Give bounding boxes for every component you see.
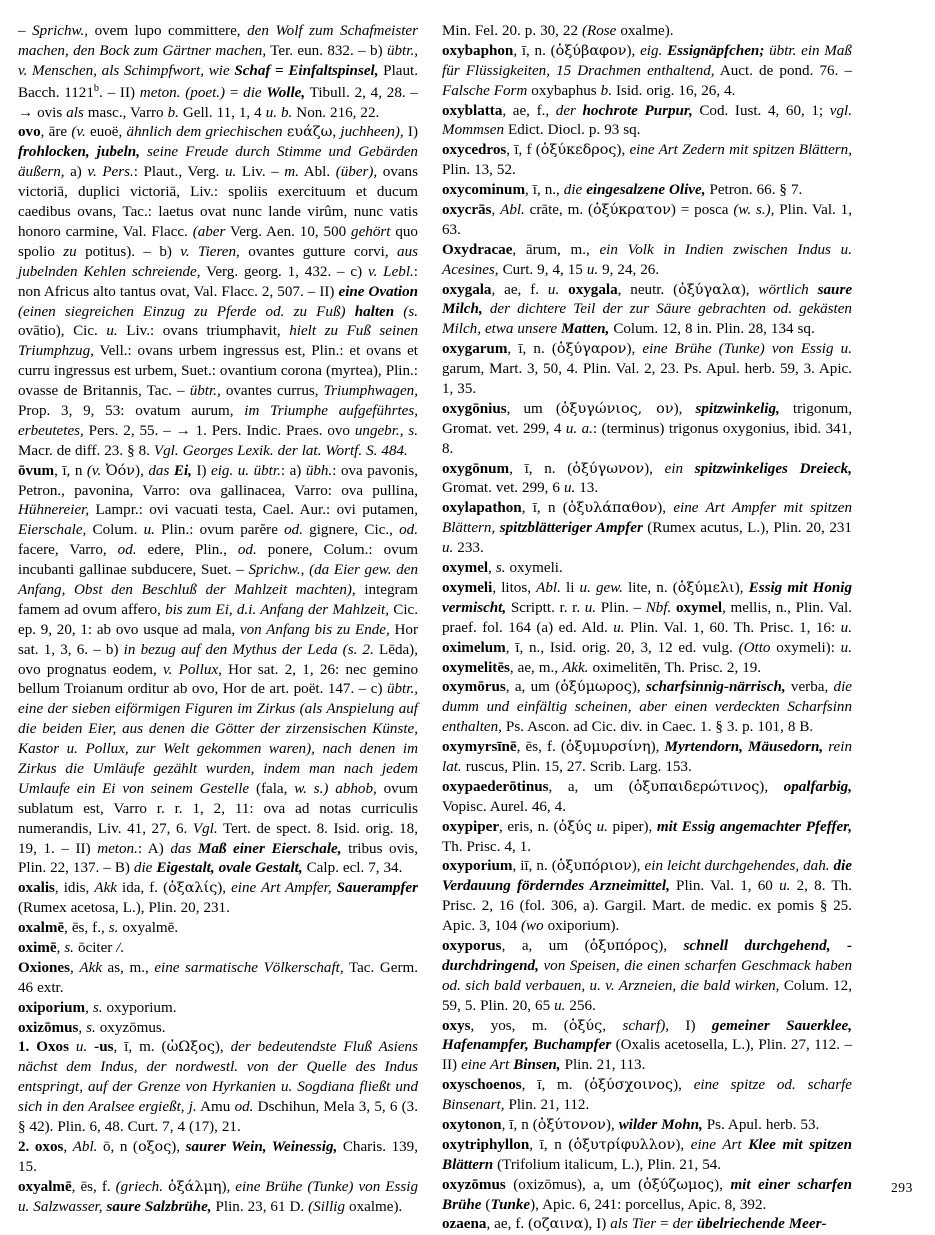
dictionary-entry: oxymel, s. oxymeli. (442, 560, 563, 577)
dictionary-entry: oxymōrus, a, um (ὁξύμωρος), scharfsinnig-närrisch, verba, die dumm und einfältig scheinen, aber einen verdeckten Scharfsinn enthalten, Ps. Ascon. ad Cic. div. in Caec. 1. § 3. p. 101, 8 B. (442, 679, 852, 736)
dictionary-entry: 2. oxos, Abl. ō, n (οξος), saurer Wein, Weinessig, Charis. 139, 15. (18, 1138, 418, 1175)
dictionary-entry: oxyporus, a, um (ὁξυπόρος), schnell durchgehend, -durchdringend, von Speisen, die einen scharfen Geschmack haben od. sich bald verbauen, u. v. Arzneien, die bald wirken, Colum. 12, 59, 5. Plin. 20, 65 u. 256. (442, 937, 852, 1014)
dictionary-entry: ovo, āre (v. euoë, ähnlich dem griechischen ευάζω, juchheen), I) frohlocken, jubeln, seine Freude durch Stimme und Gebärden äußern, a) v. Pers.: Plaut., Verg. u. Liv. – m. Abl. (über), ovans victoriā, duplici victoriā, Liv.: spoliis exercituum et ducum caedibus ovans, Tac.: laetus ovat nunc lande virûm, nunc vatis honoro carmine, Val. Flacc. (aber Verg. Aen. 10, 500 gehört quo spolio zu potitus). – b) v. Tieren, ovantes gutture corvi, aus jubelnden Kehlen schreiende, Verg. georg. 1, 432. – c) v. Lebl.: non Africus alto tantus ovat, Val. Flacc. 2, 507. – II) eine Ovation (einen siegreichen Einzug zu Pferde od. zu Fuß) halten (s. ovātio), Cic. u. Liv.: ovans triumphavit, hielt zu Fuß seinen Triumphzug, Vell.: ovans urbem ingressus est, Plin.: et ovans et curru ingressus est urbem, Suet.: ovantium corona (myrtea), Plin.: ovasse de Britannis, Tac. – übtr., ovantes currus, Triumphwagen, Prop. 3, 9, 53: ovatum aurum, im Triumphe aufgeführtes, erbeutetes, Pers. 2, 55. – → 1. Pers. Indic. Praes. ovo ungebr., s. Macr. de diff. 23. § 8. Vgl. Georges Lexik. der lat. Wortf. S. 484. (18, 124, 419, 459)
dictionary-entry: oxymyrsīnē, ēs, f. (ὁξυμυρσίνη), Myrtendorn, Mäusedorn, rein lat. ruscus, Plin. 15, 27. Scrib. Larg. 153. (442, 739, 852, 775)
dictionary-entry: oxycedros, ī, f (ὁξύκεδρος), eine Art Zedern mit spitzen Blättern, Plin. 13, 52. (442, 142, 852, 179)
dictionary-entry: oxymeli, litos, Abl. li u. gew. lite, n. (ὁξύμελι), Essig mit Honig vermischt, Scriptt. r. r. u. Plin. – Nbf. oxymel, mellis, n., Plin. Val. praef. fol. 164 (a) ed. Ald. u. Plin. Val. 1, 60. Th. Prisc. 1, 16: u. oximelum, ī, n., Isid. orig. 20, 3, 12 ed. vulg. (Otto oxymeli): u. oxymelitēs, ae, m., Akk. oximelitēn, Th. Prisc. 2, 19. (442, 579, 852, 676)
dictionary-entry: oxypiper, eris, n. (ὁξύς u. piper), mit Essig angemachter Pfeffer, Th. Prisc. 4, 1. (442, 818, 852, 855)
dictionary-entry: ozaena, ae, f. (οζαινα), I) als Tier = der übelriechende Meer- (442, 1216, 827, 1233)
dictionary-entry: oxypaederōtinus, a, um (ὁξυπαιδερώτινος), opalfarbig, Vopisc. Aurel. 46, 4. (442, 778, 852, 815)
dictionary-entry: 1. Oxos u. -us, ī, m. (ὡΩξος), der bedeutendste Fluß Asiens nächst dem Indus, der nordwestl. von der Quelle des Indus entspringt, auf der Grenze von Hyrkanien u. Sogdiana fließt und sich in den Aralsee ergießt, j. Amu od. Dschihun, Mela 3, 5, 6 (3. § 42). Plin. 6, 48. Curt. 7, 4 (17), 21. (18, 1039, 418, 1136)
entry-continuation: Min. Fel. 20. p. 30, 22 (Rose oxalme). (442, 23, 674, 39)
dictionary-entry: Oxydracae, ārum, m., ein Volk in Indien zwischen Indus u. Acesines, Curt. 9, 4, 15 u. 9, 24, 26. (442, 241, 852, 278)
dictionary-entry: oxyporium, iī, n. (ὁξυπόριον), ein leicht durchgehendes, dah. die Verdauung förderndes Arzneimittel, Plin. Val. 1, 60 u. 2, 8. Th. Prisc. 2, 16 (fol. 306, a). Gargil. Mart. de medic. ex pomis § 25. Apic. 3, 104 (wo oxiporium). (442, 858, 852, 935)
dictionary-entry: oxyblatta, ae, f., der hochrote Purpur, Cod. Iust. 4, 60, 1; vgl. Mommsen Edict. Diocl. p. 93 sq. (442, 102, 852, 139)
dictionary-entry: oxygarum, ī, n. (ὁξύγαρον), eine Brühe (Tunke) von Essig u. garum, Mart. 3, 50, 4. Plin. Val. 2, 23. Ps. Apul. herb. 59, 3. Apic. 1, 35. (442, 341, 852, 398)
dictionary-entry: oxalmē, ēs, f., s. oxyalmē. (18, 920, 179, 937)
dictionary-entry: oxizōmus, s. oxyzōmus. (18, 1019, 166, 1036)
dictionary-entry: oxiporium, s. oxyporium. (18, 999, 177, 1016)
dictionary-entry: oxybaphon, ī, n. (ὁξύβαφον), eig. Essignäpfchen; übtr. ein Maß für Flüssigkeiten, 15 Drachmen enthaltend, Auct. de pond. 76. – Falsche Form oxybaphus b. Isid. orig. 16, 26, 4. (442, 42, 852, 99)
dictionary-entry: oxyalmē, ēs, f. (griech. ὁξάλμη), eine Brühe (Tunke) von Essig u. Salzwasser, saure Salzbrühe, Plin. 23, 61 D. (Sillig oxalme). (18, 1178, 418, 1215)
dictionary-entry: Oxiones, Akk as, m., eine sarmatische Völkerschaft, Tac. Germ. 46 extr. (18, 959, 418, 996)
dictionary-entry: oxytriphyllon, ī, n (ὁξυτρίφυλλον), eine Art Klee mit spitzen Blättern (Trifolium italicum, L.), Plin. 21, 54. (442, 1136, 853, 1173)
dictionary-entry: oxycominum, ī, n., die eingesalzene Olive, Petron. 66. § 7. (442, 182, 803, 199)
dictionary-entry: oximē, s. ōciter /. (18, 940, 125, 956)
entry-continuation: – Sprichw., ovem lupo committere, den Wolf zum Schafmeister machen, den Bock zum Gärtner machen, Ter. eun. 832. – b) übtr., v. Menschen, als Schimpfwort, wie Schaf = Einfaltspinsel, Plaut. Bacch. 1121$^b$. – II) meton. (poet.) = die Wolle, Tibull. 2, 4, 28. – → ovis als masc., Varro b. Gell. 11, 1, 4 u. b. Non. 216, 22. (18, 23, 418, 121)
page-number: 293 (890, 1180, 913, 1195)
dictionary-entry: oxylapathon, ī, n (ὁξυλάπαθον), eine Art Ampfer mit spitzen Blättern, spitzblätteriger Ampfer (Rumex acutus, L.), Plin. 20, 231 u. 233. (442, 500, 852, 557)
column-right (442, 22, 852, 1235)
dictionary-entry: oxyzōmus (oxizōmus), a, um (ὁξύζωμος), mit einer scharfen Brühe (Tunke), Apic. 6, 241: porcellus, Apic. 8, 392. (442, 1176, 852, 1213)
dictionary-entry: oxalis, idis, Akk ida, f. (ὁξαλίς), eine Art Ampfer, Sauerampfer (Rumex acetosa, L.), Plin. 20, 231. (18, 880, 418, 917)
dictionary-entry: ōvum, ī, n (v. Ὀόν), das Ei, I) eig. u. übtr.: a) übh.: ova pavonis, Petron., pavonina, Varro: ova gallinacea, Varro: ova pullina, Hühnereier, Lampr.: ovi vacuati testa, Cael. Aur.: ovi putamen, Eierschale, Colum. u. Plin.: ovum parĕre od. gignere, Cic., od. facere, Varro, od. edere, Plin., od. ponere, Colum.: ovum incubanti gallinae subducere, Suet. – Sprichw., (da Eier gew. den Anfang, Obst den Beschluß der Mahlzeit machten), integram famem ad ovum affero, bis zum Ei, d.i. Anfang der Mahlzeit, Cic. ep. 9, 20, 1: ab ovo usque ad mala, von Anfang bis zu Ende, Hor sat. 1, 3, 6. – b) in bezug auf den Mythus der Leda (s. 2. Lēda), ovo prognatus eodem, v. Pollux, Hor sat. 2, 1, 26: nec gemino bellum Troianum orditur ab ovo, Hor de art. poët. 147. – c) übtr., eine der sieben eiförmigen Figuren im Zirkus (als Anspielung auf die beiden Eier, aus denen die Götter der zirzensischen Künste, Kastor u. Pollux, zur Welt gekommen waren), nach denen im Zirkus die Umläufe gezählt wurden, indem man nach jedem Umlaufe ein Ei von seinem Gestelle (fala, w. s.) abhob, ovum sublatum est, Varro r. r. 1, 2, 11: ova ad notas curriculis numerandis, Liv. 41, 27, 6. Vgl. Tert. de spect. 8. Isid. orig. 18, 19, 1. – II) meton.: A) das Maß einer Eierschale, tribus ovis, Plin. 22, 137. – B) die Eigestalt, ovale Gestalt, Calp. ecl. 7, 34. (18, 462, 419, 877)
dictionary-entry: oxycrās, Abl. crāte, m. (ὁξύκρατον) = posca (w. s.), Plin. Val. 1, 63. (442, 202, 852, 238)
dictionary-entry: oxygōnius, um (ὁξυγώνιος, ον), spitzwinkelig, trigonum, Gromat. vet. 299, 4 u. a.: (terminus) trigonus oxygonius, ibid. 341, 8. (442, 400, 853, 457)
dictionary-entry: oxyschoenos, ī, m. (ὁξύσχοινος), eine spitze od. scharfe Binsenart, Plin. 21, 112. (442, 1077, 852, 1114)
column-left (18, 22, 418, 1217)
dictionary-entry: oxytonon, ī, n (ὁξύτονον), wilder Mohn, Ps. Apul. herb. 53. (442, 1116, 820, 1133)
dictionary-entry: oxygala, ae, f. u. oxygala, neutr. (ὁξύγαλα), wörtlich saure Milch, der dichtere Teil der zur Säure gebrachten od. gekästen Milch, etwa unsere Matten, Colum. 12, 8 in. Plin. 28, 134 sq. (442, 281, 853, 338)
dictionary-entry: oxygōnum, ī, n. (ὁξύγωνον), ein spitzwinkeliges Dreieck, Gromat. vet. 299, 6 u. 13. (442, 460, 852, 497)
dictionary-entry: oxys, yos, m. (ὁξύς, scharf), I) gemeiner Sauerklee, Hafenampfer, Buchampfer (Oxalis acetosella, L.), Plin. 27, 112. – II) eine Art Binsen, Plin. 21, 113. (442, 1017, 853, 1074)
